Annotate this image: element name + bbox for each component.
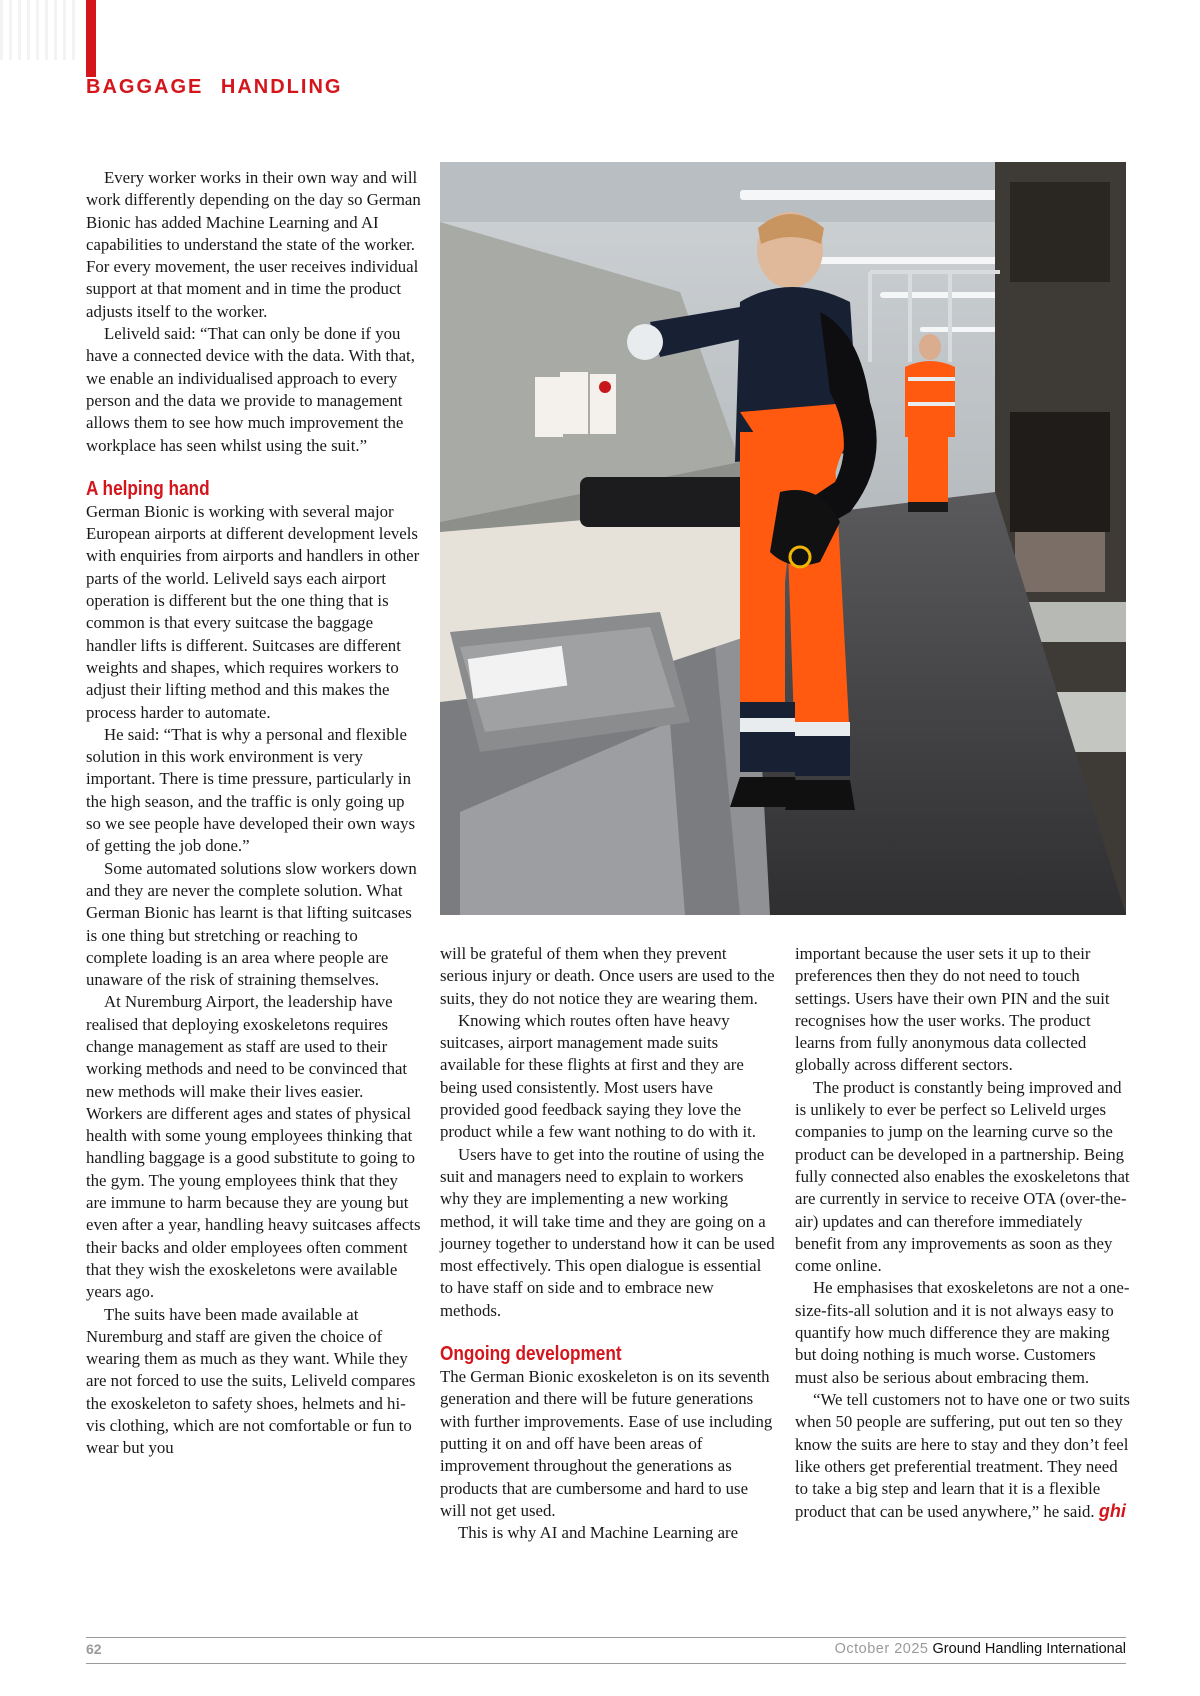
- paragraph: important because the user sets it up to their preferences then they do not need to touch settings. Users have their own PIN and the suit recognises how the user works. The product learns from fully anonymous data collected globally across different sectors.: [795, 944, 1110, 1075]
- footer-rule-top: [86, 1637, 1126, 1638]
- issue-date: October 2025: [834, 1641, 929, 1657]
- ghi-end-mark: ghi: [1098, 1501, 1126, 1522]
- paragraph: The product is constantly being improved and is unlikely to ever be perfect so Leliveld urges companies to jump on the learning curve so the product can be developed in a partnership. Being fully connected also enables the exoskeletons that are currently in service to receive OTA (over-the-air) updates and can therefore immediately benefit from any improvements as soon as they come online.: [795, 1077, 1130, 1276]
- paragraph: Knowing which routes often have heavy suitcases, airport management made suits available for these flights at first and they are being used consistently. Most users have provided good feedback saying they love the product while a few want nothing to do with it.: [440, 1010, 756, 1142]
- paragraph: Some automated solutions slow workers down and they are never the complete solution. What German Bionic has learnt is that lifting suitcases is one thing but stretching or reaching to complete loading is an area where people are unaware of the risk of straining themselves.: [86, 858, 417, 990]
- paragraph-final: [795, 1389, 1130, 1524]
- paragraph: Every worker works in their own way and will work differently depending on the day so German Bionic has added Machine Learning and AI capabilities to understand the state of the worker. For every movement, the user receives individual support at that moment and in time the product adjusts itself to the worker.: [86, 168, 421, 321]
- photo-illustration: [440, 162, 1126, 915]
- corner-stripes: [0, 0, 80, 60]
- page-number: 62: [86, 1641, 102, 1657]
- magazine-name: Ground Handling International: [932, 1641, 1126, 1657]
- paragraph: The German Bionic exoskeleton is on its seventh generation and there will be future generations with further improvements. Ease of use including putting it on and off have been areas of improvement throughout the generations as products that are cumbersome and hard to use will not get used.: [440, 1367, 773, 1520]
- subheading-helping-hand: A helping hand: [86, 477, 210, 500]
- paragraph: The suits have been made available at Nuremburg and staff are given the choice of wearing them as much as they want. While they are not forced to use the suits, Leliveld compares the exoskeleton to safety shoes, helmets and hi-vis clothing, which are not comfortable or fun to wear but you: [86, 1304, 416, 1458]
- paragraph: will be grateful of them when they prevent serious injury or death. Once users are used to the suits, they do not notice they are wearing them.: [440, 944, 775, 1008]
- paragraph: Leliveld said: “That can only be done if you have a connected device with the data. With that, we enable an individualised approach to every person and the data we provide to management allows them to see how much improvement the workplace has seen whilst using the suit.”: [86, 324, 415, 455]
- article-column-2: [440, 943, 775, 1544]
- paragraph: German Bionic is working with several major European airports at different development levels with enquiries from airports and handlers in other parts of the world. Leliveld says each airport operation is different but the one thing that is common is that every suitcase the baggage handler lifts is different. Suitcases are different weights and shapes, which requires workers to adjust their lifting method and this makes the process harder to automate.: [86, 501, 420, 722]
- paragraph: At Nuremburg Airport, the leadership have realised that deploying exoskeletons requires change management as staff are used to their working methods and need to be convinced that new methods will make their lives easier. Workers are different ages and states of physical health with some young employees thinking that handling baggage is a good substitute to going to the gym. The young employees think that they are immune to harm because they are young but even after a year, handling heavy suitcases affects their backs and older employees often comment that they wish the exoskeletons were available years ago.: [86, 992, 421, 1302]
- subheading-ongoing-development: Ongoing development: [440, 1343, 622, 1366]
- final-paragraph-text: “We tell customers not to have one or two suits when 50 people are suffering, put out ten so they know the suits are here to stay and they don’t feel like others get preferential treatment. They need to take a big step and learn that it is a flexible product that can be used anywhere,” he said.: [795, 1389, 1130, 1522]
- article-photo: [440, 162, 1126, 915]
- footer-publication: [835, 1641, 1126, 1657]
- section-color-bar: [86, 0, 96, 77]
- paragraph: This is why AI and Machine Learning are: [458, 1523, 739, 1543]
- section-label: BAGGAGE HANDLING: [86, 76, 343, 98]
- article-column-1: [86, 167, 421, 1460]
- paragraph: He emphasises that exoskeletons are not a one-size-fits-all solution and it is not always easy to quantify how much difference they are making but doing nothing is much worse. Customers must also be serious about embracing them.: [795, 1278, 1130, 1387]
- footer-rule-bottom: [86, 1663, 1126, 1664]
- paragraph: He said: “That is why a personal and flexible solution in this work environment is very important. There is time pressure, particularly in the high season, and the traffic is only going up so we see people have developed their own ways of getting the job done.”: [86, 724, 415, 856]
- article-column-3: [795, 943, 1130, 1524]
- paragraph: Users have to get into the routine of using the suit and managers need to explain to workers why they are implementing a new working method, it will take time and they are going on a journey together to understand how it can be used most effectively. This open dialogue is essential to have staff on side and to embrace new methods.: [440, 1144, 775, 1320]
